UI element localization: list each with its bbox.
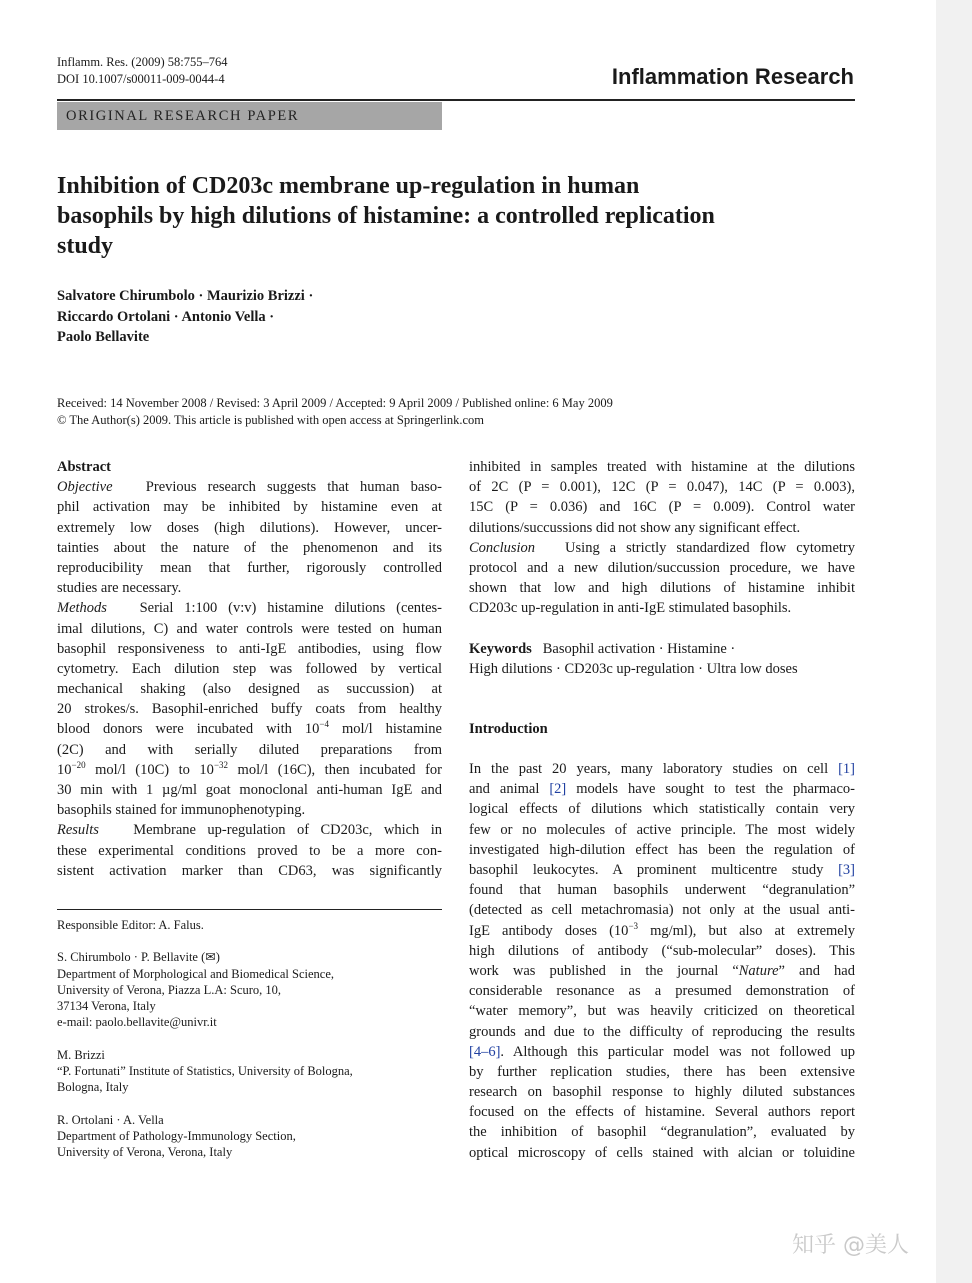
abstract-line: protocol and a new dilution/succussion procedure, we have: [469, 559, 855, 576]
methods-fragment: mol/l (10C) to 10: [85, 761, 214, 778]
abstract-line: [57, 719, 442, 739]
abstract-line: basophil responsiveness to anti-IgE antibodies, using flow: [57, 640, 442, 657]
intro-line: [469, 921, 855, 941]
abstract-line: imal dilutions, C) and water controls were tested on human: [57, 620, 442, 637]
intro-fragment: basophil leukocytes. A prominent multicentre study: [469, 862, 839, 878]
header-rule: [57, 99, 855, 101]
abstract-line: tainties about the nature of the phenomenon and its: [57, 539, 442, 556]
keywords-line: [469, 639, 855, 659]
intro-fragment: work was published in the journal “: [469, 962, 739, 979]
right-column: [469, 457, 855, 1163]
methods-text: Serial 1:100 (v:v) histamine dilutions (centes-: [139, 600, 442, 617]
keywords-line: High dilutions · CD203c up-regulation · Ultra low doses: [469, 660, 798, 677]
affiliation-line: Department of Pathology-Immunology Section,: [57, 1128, 296, 1143]
methods-fragment: 10: [57, 761, 72, 778]
spacer: [469, 699, 855, 719]
citation-link[interactable]: [3]: [838, 862, 855, 878]
abstract-line: 20 strokes/s. Basophil-enriched buffy coats from healthy: [57, 701, 442, 718]
intro-fragment: mg/ml), but also at extremely: [638, 922, 855, 939]
intro-line: [469, 860, 855, 880]
abstract-line: phil activation may be inhibited by histamine even at: [57, 499, 442, 516]
intro-fragment: IgE antibody doses (10: [469, 922, 629, 939]
article-title: [57, 171, 847, 261]
abstract-line: 30 min with 1 µg/ml goat monoclonal anti-human IgE and: [57, 782, 442, 798]
footnote-rule: [57, 909, 442, 910]
intro-line: grounds and due to the difficulty of reproducing the results: [469, 1023, 855, 1040]
left-column: [57, 457, 442, 881]
keywords-label: Keywords: [469, 640, 532, 657]
intro-fragment: In the past 20 years, many laboratory studies on cell: [469, 761, 839, 778]
intro-line: focused on the effects of histamine. Several authors report: [469, 1104, 855, 1121]
abstract-line: [57, 820, 442, 840]
spacer: [469, 739, 855, 759]
intro-line: found that human basophils underwent “degranulation”: [469, 882, 855, 899]
affiliation-line: University of Verona, Verona, Italy: [57, 1145, 233, 1160]
abstract-line: sistent activation marker than CD63, was significantly: [57, 862, 442, 879]
objective-label: Objective: [57, 479, 113, 496]
intro-line: optical microscopy of cells stained with alcian or toluidine: [469, 1144, 855, 1161]
methods-fragment: mol/l (16C), then incubated for: [228, 761, 442, 778]
intro-line: few or no molecules of active principle. The most widely: [469, 821, 855, 838]
abstract-heading: Abstract: [57, 459, 111, 475]
citation-link[interactable]: [1]: [838, 761, 855, 778]
abstract-line: mechanical shaking (also designed as succussion) at: [57, 681, 442, 698]
affiliation-line: Bologna, Italy: [57, 1080, 129, 1095]
author-line: Paolo Bellavite: [57, 329, 150, 345]
results-label: Results: [57, 822, 99, 839]
objective-text: Previous research suggests that human baso-: [145, 479, 442, 496]
abstract-line: reproducibility mean that further, rigorously controlled: [57, 559, 442, 576]
intro-line: investigated high-dilution effect has been the regulation of: [469, 841, 855, 858]
journal-name: Inflammation Research: [611, 64, 854, 89]
abstract-line: CD203c up-regulation in anti-IgE stimulated basophils.: [469, 600, 792, 617]
intro-line: “water memory”, but was heavily criticized on theoretical: [469, 1003, 855, 1020]
abstract-line: basophils stained for immunophenotyping.: [57, 802, 306, 819]
abstract-line: 15C (P = 0.036) and 16C (P = 0.009). Control water: [469, 499, 855, 516]
affiliation-line: 37134 Verona, Italy: [57, 999, 156, 1014]
intro-line: [469, 759, 855, 779]
abstract-line: [57, 598, 442, 618]
results-text: Membrane up-regulation of CD203c, which in: [133, 822, 442, 839]
footnotes: [57, 917, 442, 1161]
conclusion-text: Using a strictly standardized flow cytometry: [565, 539, 855, 556]
journal-citation: Inflamm. Res. (2009) 58:755–764: [57, 55, 228, 69]
conclusion-label: Conclusion: [469, 539, 536, 556]
title-line: basophils by high dilutions of histamine: a controlled replication: [57, 203, 715, 229]
superscript: −32: [213, 759, 229, 770]
intro-line: high dilutions of antibody (“sub-molecular” doses). This: [469, 942, 855, 959]
abstract-line: (2C) and with serially diluted preparations from: [57, 741, 442, 758]
methods-label: Methods: [57, 600, 107, 617]
intro-line: the inhibition of basophil “degranulation”, evaluated by: [469, 1124, 855, 1141]
abstract-line: [469, 538, 855, 558]
introduction-heading: Introduction: [469, 720, 548, 737]
affiliation-names: R. Ortolani · A. Vella: [57, 1112, 164, 1127]
intro-fragment: . Although this particular model was not followed up: [500, 1043, 855, 1060]
page-margin-strip: [936, 0, 972, 1283]
publication-dates: [57, 395, 613, 429]
affiliation-names: S. Chirumbolo · P. Bellavite (✉): [57, 950, 220, 965]
abstract-line: dilutions/succussions did not show any significant effect.: [469, 519, 801, 536]
title-line: Inhibition of CD203c membrane up-regulation in human: [57, 173, 640, 199]
responsible-editor: Responsible Editor: A. Falus.: [57, 918, 204, 932]
intro-line: logical effects of dilutions which statistically contain very: [469, 801, 855, 818]
abstract-line: cytometry. Each dilution step was followed by vertical: [57, 660, 442, 677]
citation-link[interactable]: [4–6]: [469, 1043, 501, 1060]
keywords-text: Basophil activation · Histamine ·: [542, 640, 736, 657]
intro-line: [469, 1042, 855, 1062]
title-line: study: [57, 233, 114, 259]
affiliation-line: Department of Morphological and Biomedical Science,: [57, 966, 334, 981]
abstract-line: [57, 477, 442, 497]
citation-link[interactable]: [2]: [549, 781, 567, 798]
affiliation-line: “P. Fortunati” Institute of Statistics, University of Bologna,: [57, 1064, 353, 1079]
spacer: [469, 679, 855, 699]
affiliation-line: University of Verona, Piazza L.A: Scuro, 10,: [57, 982, 282, 997]
intro-line: considerable resonance as a presumed demonstration of: [469, 983, 855, 1000]
intro-line: [469, 961, 855, 981]
intro-line: (detected as cell metachromasia) not only at the usual anti-: [469, 902, 855, 919]
abstract-line: these experimental conditions proved to be a more con-: [57, 842, 442, 859]
abstract-line: studies are necessary.: [57, 580, 182, 597]
dates-line: Received: 14 November 2008 / Revised: 3 April 2009 / Accepted: 9 April 2009 / Published online: 6 May 2009: [57, 396, 613, 410]
intro-line: by further replication studies, there has been extensive: [469, 1063, 855, 1080]
section-label: ORIGINAL RESEARCH PAPER: [66, 108, 300, 124]
methods-fragment: mol/l histamine: [328, 721, 442, 738]
superscript: −4: [319, 719, 329, 730]
abstract-line: extremely low doses (high dilutions). However, uncer-: [57, 519, 442, 536]
author-line: Salvatore Chirumbolo · Maurizio Brizzi ·: [57, 288, 314, 304]
spacer: [469, 619, 855, 639]
section-label-band: [57, 102, 442, 130]
affiliation-names: M. Brizzi: [57, 1047, 105, 1062]
methods-fragment: blood donors were incubated with 10: [57, 721, 320, 738]
intro-line: [469, 779, 855, 799]
abstract-line: of 2C (P = 0.001), 12C (P = 0.047), 14C (P = 0.003),: [469, 479, 855, 496]
author-line: Riccardo Ortolani · Antonio Vella ·: [57, 308, 275, 325]
watermark: 知乎 @美人: [792, 1233, 909, 1258]
superscript: −3: [628, 920, 639, 931]
journal-name-inline: Nature: [738, 962, 779, 979]
abstract-line: shown that low and high dilutions of histamine inhibit: [469, 580, 855, 597]
email-link[interactable]: e-mail: paolo.bellavite@univr.it: [57, 1015, 217, 1030]
doi[interactable]: DOI 10.1007/s00011-009-0044-4: [57, 72, 225, 86]
abstract-line: [57, 760, 442, 780]
intro-fragment: and animal: [469, 781, 550, 798]
intro-fragment: models have sought to test the pharmaco-: [566, 781, 855, 798]
intro-fragment: ” and had: [778, 962, 855, 979]
copyright-line: © The Author(s) 2009. This article is published with open access at Springerlink.com: [57, 413, 485, 427]
superscript: −20: [71, 759, 86, 770]
author-list: [57, 286, 313, 348]
citation-block: [57, 54, 227, 88]
abstract-line: inhibited in samples treated with histamine at the dilutions: [469, 459, 855, 475]
intro-line: research on basophil response to highly diluted substances: [469, 1084, 855, 1101]
